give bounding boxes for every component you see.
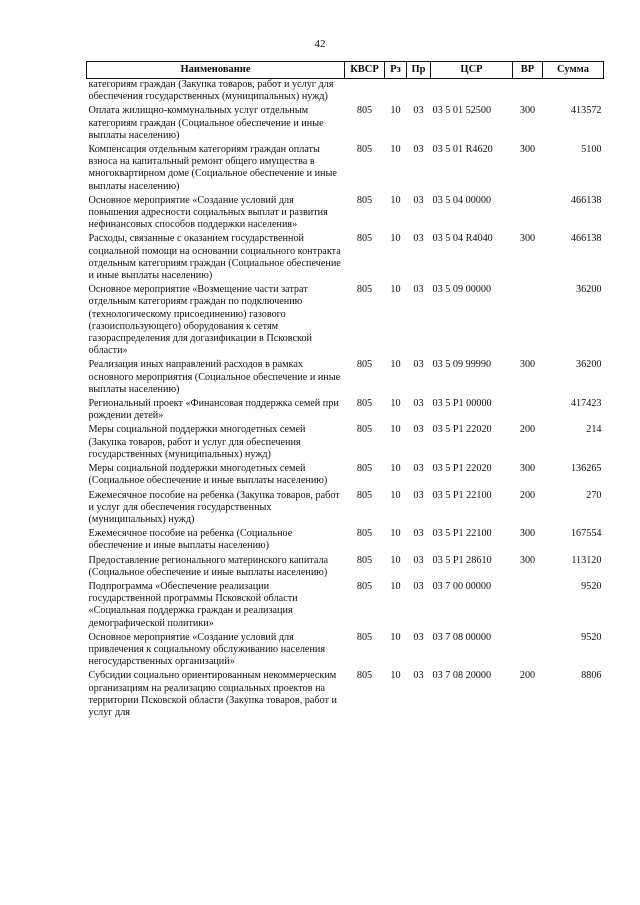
cell-name: Основное мероприятие «Возмещение части затрат отдельным категориям граждан по подключению (технологическому присоединению) газового (газоиспользующего) оборудования к сетям газораспределения для догазификации в Псковской области» [88, 284, 313, 357]
cell-name: Компенсация отдельным категориям граждан оплаты взноса на капитальный ремонт общего имущества в многоквартирном доме (Социальное обеспечение и иные выплаты населению) [88, 144, 337, 192]
cell-csr: 03 5 P1 22100 [432, 489, 492, 501]
cell-name: Предоставление регионального материнского капитала (Социальное обеспечение и иные выплаты населению) [88, 554, 329, 578]
cell-pr: 03 [413, 284, 424, 296]
header-vr: ВР [513, 62, 543, 79]
cell-sum: 9520 [581, 580, 602, 592]
cell-vr: 200 [519, 489, 536, 501]
cell-vr: 300 [519, 233, 536, 245]
cell-vr: 200 [519, 670, 536, 682]
cell-name: Основное мероприятие «Создание условий для привлечения к социальному обслуживанию населения негосударственных организаций» [88, 631, 326, 668]
cell-rz: 10 [390, 398, 401, 410]
header-pr: Пр [407, 62, 431, 79]
cell-vr: 300 [519, 359, 536, 371]
cell-rz: 10 [390, 105, 401, 117]
cell-csr: 03 7 08 00000 [432, 631, 492, 643]
cell-pr: 03 [413, 670, 424, 682]
header-rz: Рз [385, 62, 407, 79]
cell-sum: 466138 [570, 194, 602, 206]
cell-csr: 03 5 01 52500 [432, 105, 492, 117]
cell-name: Меры социальной поддержки многодетных семей (Социальное обеспечение и иные выплаты населению) [88, 463, 328, 487]
cell-kvsr: 805 [356, 105, 373, 117]
cell-vr [513, 581, 543, 632]
table-row [87, 233, 604, 284]
cell-vr: 300 [519, 554, 536, 566]
cell-vr: 300 [519, 105, 536, 117]
table-row [87, 398, 604, 424]
cell-rz: 10 [390, 670, 401, 682]
cell-rz: 10 [390, 359, 401, 371]
cell-sum: 270 [586, 489, 602, 501]
page-number: 42 [314, 38, 326, 50]
cell-kvsr: 805 [356, 554, 373, 566]
table-row [87, 490, 604, 529]
cell-name: Реализация иных направлений расходов в рамках основного мероприятия (Социальное обеспечение и иные выплаты населению) [88, 359, 341, 395]
cell-rz: 10 [390, 554, 401, 566]
cell-pr: 03 [413, 194, 424, 206]
cell-csr: 03 5 P1 00000 [432, 398, 492, 410]
table-row [87, 632, 604, 671]
cell-vr [513, 195, 543, 234]
cell-sum: 214 [586, 424, 602, 436]
cell-pr: 03 [413, 144, 424, 156]
cell-kvsr: 805 [356, 359, 373, 371]
table-row [87, 359, 604, 398]
cell-name: Основное мероприятие «Создание условий для повышения адресности социальных выплат и развития нефинансовых способов поддержки населения» [88, 194, 328, 231]
header-sum: Сумма [543, 62, 604, 79]
table-row [87, 424, 604, 463]
cell-sum: 113120 [571, 554, 602, 566]
cell-name: Подпрограмма «Обеспечение реализации государственной программы Псковской области «Социальная поддержка граждан и реализация демографической политики» [88, 580, 298, 629]
cell-vr [513, 398, 543, 424]
cell-name: Оплата жилищно-коммунальных услуг отдельным категориям граждан (Социальное обеспечение и иные выплаты населению) [88, 105, 324, 141]
cell-rz: 10 [390, 463, 401, 475]
cell-pr [407, 79, 431, 106]
cell-sum: 466138 [570, 233, 602, 245]
cell-pr: 03 [413, 489, 424, 501]
cell-kvsr: 805 [356, 670, 373, 682]
table-row [87, 528, 604, 554]
table-row [87, 581, 604, 632]
cell-pr: 03 [413, 233, 424, 245]
cell-rz: 10 [390, 144, 401, 156]
cell-name: Субсидии социально ориентированным некоммерческим организациям на реализацию социальных проектов на территории Псковской области (Закупка товаров, работ и услуг для [88, 670, 338, 718]
cell-rz: 10 [390, 580, 401, 592]
cell-sum: 417423 [570, 398, 602, 410]
cell-sum: 167554 [570, 528, 602, 540]
table-row [87, 670, 604, 721]
cell-kvsr: 805 [356, 233, 373, 245]
cell-kvsr: 805 [356, 463, 373, 475]
cell-kvsr: 805 [356, 194, 373, 206]
table-row [87, 555, 604, 581]
cell-kvsr: 805 [356, 424, 373, 436]
cell-pr: 03 [413, 424, 424, 436]
cell-csr: 03 5 04 R4040 [432, 233, 493, 245]
table-row [87, 79, 604, 106]
cell-sum: 9520 [581, 631, 602, 643]
cell-rz [385, 79, 407, 106]
cell-rz: 10 [390, 489, 401, 501]
cell-sum: 36200 [576, 284, 602, 296]
cell-kvsr: 805 [356, 631, 373, 643]
cell-csr: 03 5 P1 28610 [432, 554, 492, 566]
cell-kvsr: 805 [356, 528, 373, 540]
table-row [87, 105, 604, 144]
cell-vr: 300 [519, 144, 536, 156]
cell-rz: 10 [390, 284, 401, 296]
cell-sum: 5100 [581, 144, 602, 156]
cell-vr [513, 79, 543, 106]
cell-sum: 136265 [570, 463, 602, 475]
cell-sum [543, 79, 604, 106]
cell-csr [431, 79, 513, 106]
cell-pr: 03 [413, 528, 424, 540]
cell-sum: 8806 [581, 670, 602, 682]
budget-table [86, 61, 604, 721]
cell-rz: 10 [390, 194, 401, 206]
cell-name: Ежемесячное пособие на ребенка (Социальное обеспечение и иные выплаты населению) [88, 528, 293, 552]
table-row [87, 284, 604, 359]
cell-csr: 03 5 P1 22100 [432, 528, 492, 540]
cell-csr: 03 5 09 00000 [432, 284, 492, 296]
cell-vr: 300 [519, 528, 536, 540]
table-row [87, 195, 604, 234]
cell-kvsr [345, 79, 385, 106]
cell-pr: 03 [413, 398, 424, 410]
header-kvsr: КВСР [345, 62, 385, 79]
cell-rz: 10 [390, 631, 401, 643]
cell-kvsr: 805 [356, 144, 373, 156]
table-row [87, 463, 604, 489]
cell-rz: 10 [390, 424, 401, 436]
table-row [87, 144, 604, 195]
cell-csr: 03 7 08 20000 [432, 670, 492, 682]
cell-csr: 03 5 09 99990 [432, 359, 492, 371]
cell-name: Меры социальной поддержки многодетных семей (Закупка товаров, работ и услуг для обеспечения государственных (муниципальных) нужд) [88, 424, 306, 460]
cell-sum: 36200 [576, 359, 602, 371]
cell-vr: 300 [519, 463, 536, 475]
cell-pr: 03 [413, 105, 424, 117]
cell-name: категориям граждан (Закупка товаров, работ и услуг для обеспечения государственных (муниципальных) нужд) [88, 79, 334, 103]
header-row [87, 62, 604, 79]
cell-csr: 03 5 P1 22020 [432, 424, 492, 436]
cell-name: Расходы, связанные с оказанием государственной социальной помощи на основании социального контракта отдельным категориям граждан (Социальное обеспечение и иные выплаты населению) [88, 233, 341, 282]
header-csr: ЦСР [431, 62, 513, 79]
cell-pr: 03 [413, 554, 424, 566]
cell-pr: 03 [413, 580, 424, 592]
header-name: Наименование [87, 62, 345, 79]
cell-pr: 03 [413, 463, 424, 475]
cell-csr: 03 5 04 00000 [432, 194, 492, 206]
cell-vr [513, 284, 543, 359]
cell-name: Ежемесячное пособие на ребенка (Закупка товаров, работ и услуг для обеспечения государственных (муниципальных) нужд) [88, 489, 340, 525]
cell-rz: 10 [390, 233, 401, 245]
cell-sum: 413572 [570, 105, 602, 117]
cell-pr: 03 [413, 631, 424, 643]
cell-rz: 10 [390, 528, 401, 540]
cell-kvsr: 805 [356, 580, 373, 592]
cell-kvsr: 805 [356, 489, 373, 501]
cell-pr: 03 [413, 359, 424, 371]
cell-name: Региональный проект «Финансовая поддержка семей при рождении детей» [88, 398, 339, 422]
cell-csr: 03 7 00 00000 [432, 580, 492, 592]
cell-vr: 200 [519, 424, 536, 436]
cell-kvsr: 805 [356, 284, 373, 296]
cell-csr: 03 5 01 R4620 [432, 144, 493, 156]
cell-csr: 03 5 P1 22020 [432, 463, 492, 475]
cell-kvsr: 805 [356, 398, 373, 410]
cell-vr [513, 632, 543, 671]
